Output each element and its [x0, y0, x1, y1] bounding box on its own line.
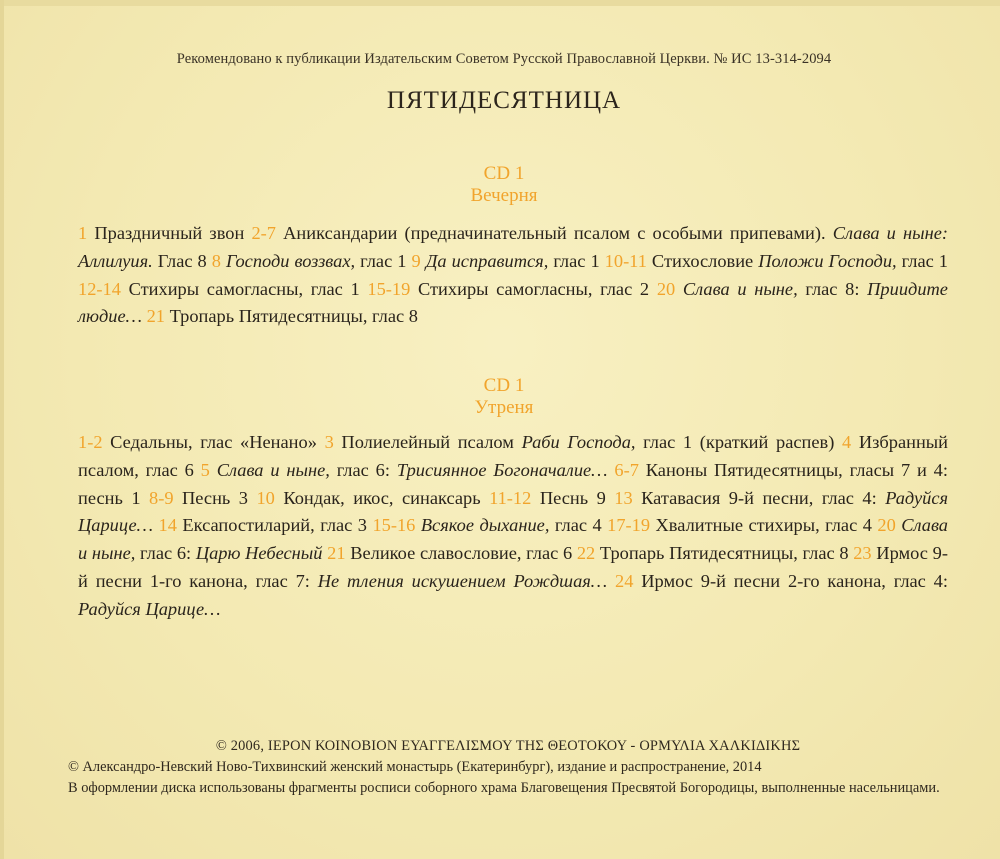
track-number: 20: [656, 278, 676, 299]
track-title: Господи воззвах,: [225, 250, 356, 271]
track-title: Тропарь Пятидесятницы, глас 8: [169, 306, 418, 327]
track-title: Каноны Пятидесятницы, гласы 7 и 4: песнь 1: [78, 459, 948, 508]
track-title: Катавасия 9-й песни, глас 4:: [641, 487, 877, 508]
cd2-heading: [4, 375, 1000, 419]
track-number: 10: [256, 487, 275, 508]
track-title: Хвалитные стихиры, глас 4: [655, 515, 872, 536]
track-number: 13: [614, 487, 633, 508]
track-number: 22: [576, 543, 596, 564]
track-number: 12-14: [78, 278, 121, 299]
track-title: Ирмос 9-й песни 1-го канона, глас 7:: [78, 543, 948, 591]
track-title: Ирмос 9-й песни 2-го канона, глас 4:: [641, 570, 948, 591]
track-title: Глас 8: [157, 250, 207, 271]
track-number: 10-11: [604, 250, 647, 271]
track-title: Песнь 3: [182, 487, 248, 508]
track-number: 11-12: [489, 487, 532, 508]
track-title: Стихиры самогласны, глас 1: [128, 278, 360, 299]
track-number: 1: [78, 223, 88, 243]
cd1-service-label: Вечерня: [470, 185, 538, 206]
track-number: 4: [842, 432, 852, 452]
track-title: Ексапостиларий, глас 3: [182, 515, 367, 536]
track-number: 8: [211, 250, 221, 271]
track-number: 17-19: [607, 515, 651, 536]
track-title: глас 1: [901, 250, 948, 271]
track-title: Положи Господи,: [758, 250, 897, 271]
track-title: Трисиянное Богоначалие…: [396, 459, 608, 480]
track-number: 3: [324, 432, 334, 452]
track-title: Праздничный звон: [94, 223, 245, 243]
track-number: 21: [146, 306, 165, 327]
track-title: Слава и ныне: Аллилуия.: [78, 223, 949, 271]
track-title: глас 6:: [140, 543, 192, 564]
track-title: Великое славословие, глас 6: [350, 543, 573, 564]
album-title: ПЯТИДЕСЯТНИЦА: [386, 87, 622, 114]
track-number: 23: [853, 543, 872, 564]
copyright-greek: © 2006, ΙΕΡΟΝ ΚΟΙΝΟΒΙΟΝ ΕΥΑΓΓΕΛΙΣΜΟΥ ΤΗΣ ΘΕΟΤΟΚΟΥ - ΟΡΜΥΛΙΑ ΧΑΛΚΙΔΙΚΗΣ: [215, 738, 801, 754]
copyright-russian: © Александро-Невский Ново-Тихвинский женский монастырь (Екатеринбург), издание и распространение, 2014: [68, 759, 762, 775]
page-top-edge: [4, 0, 1000, 6]
track-title: Песнь 9: [539, 487, 606, 508]
cd1-heading: [4, 163, 1000, 207]
cd2-service-label: Утреня: [474, 397, 534, 418]
cd1-track-list: [78, 220, 948, 331]
track-title: Аниксандарии (предначинательный псалом с особыми припевами).: [283, 223, 826, 243]
track-number: 6-7: [614, 459, 639, 480]
track-number: 8-9: [149, 487, 174, 508]
track-number: 20: [877, 515, 896, 536]
track-title: глас 1: [553, 250, 600, 271]
track-title: Седальны, глас «Ненано»: [110, 432, 317, 452]
track-title: Раби Господа,: [521, 432, 636, 452]
track-title: Кондак, икос, синаксарь: [283, 487, 481, 508]
track-title: Радуйся Царице…: [78, 598, 221, 619]
cd1-disc-label: CD 1: [483, 163, 525, 184]
track-title: Не тления искушением Рождшая…: [317, 570, 608, 591]
footer: [68, 736, 948, 799]
track-number: 15-19: [367, 278, 411, 299]
track-title: Полиелейный псалом: [341, 432, 514, 452]
track-number: 9: [411, 250, 421, 271]
track-title: Слава и ныне,: [78, 515, 948, 564]
track-number: 24: [615, 570, 634, 591]
track-title: Царю Небесный: [195, 543, 323, 564]
track-title: Стихиры самогласны, глас 2: [418, 278, 650, 299]
track-number: 15-16: [372, 515, 416, 536]
track-title: глас 1: [360, 250, 407, 271]
track-title: Стихословие: [651, 250, 754, 271]
track-title: Избранный псалом, глас 6: [78, 432, 949, 480]
track-title: Всякое дыхание,: [420, 515, 550, 536]
track-title: Слава и ныне,: [682, 278, 798, 299]
design-note: В оформлении диска использованы фрагменты росписи соборного храма Благовещения Пресвятой Богородицы, выполненные насельницами.: [68, 780, 940, 796]
track-number: 2-7: [251, 223, 276, 243]
track-title: Приидите людие…: [78, 278, 948, 327]
track-title: глас 1 (краткий распев): [643, 432, 835, 452]
track-title: Тропарь Пятидесятницы, глас 8: [599, 543, 849, 564]
track-title: Слава и ныне,: [216, 459, 330, 480]
publication-recommendation: Рекомендовано к публикации Издательским Советом Русской Православной Церкви. № ИС 13-314-2094: [176, 51, 832, 67]
track-number: 21: [327, 543, 346, 564]
track-number: 14: [158, 515, 177, 536]
cd2-disc-label: CD 1: [483, 375, 525, 396]
track-title: Радуйся Царице…: [78, 487, 949, 536]
track-title: глас 4: [554, 515, 602, 536]
track-title: глас 8:: [805, 278, 860, 299]
track-title: Да исправится,: [425, 250, 549, 271]
track-number: 5: [200, 459, 210, 480]
track-number: 1-2: [78, 432, 103, 452]
cd2-track-list: [78, 429, 948, 624]
track-title: глас 6:: [336, 459, 390, 480]
